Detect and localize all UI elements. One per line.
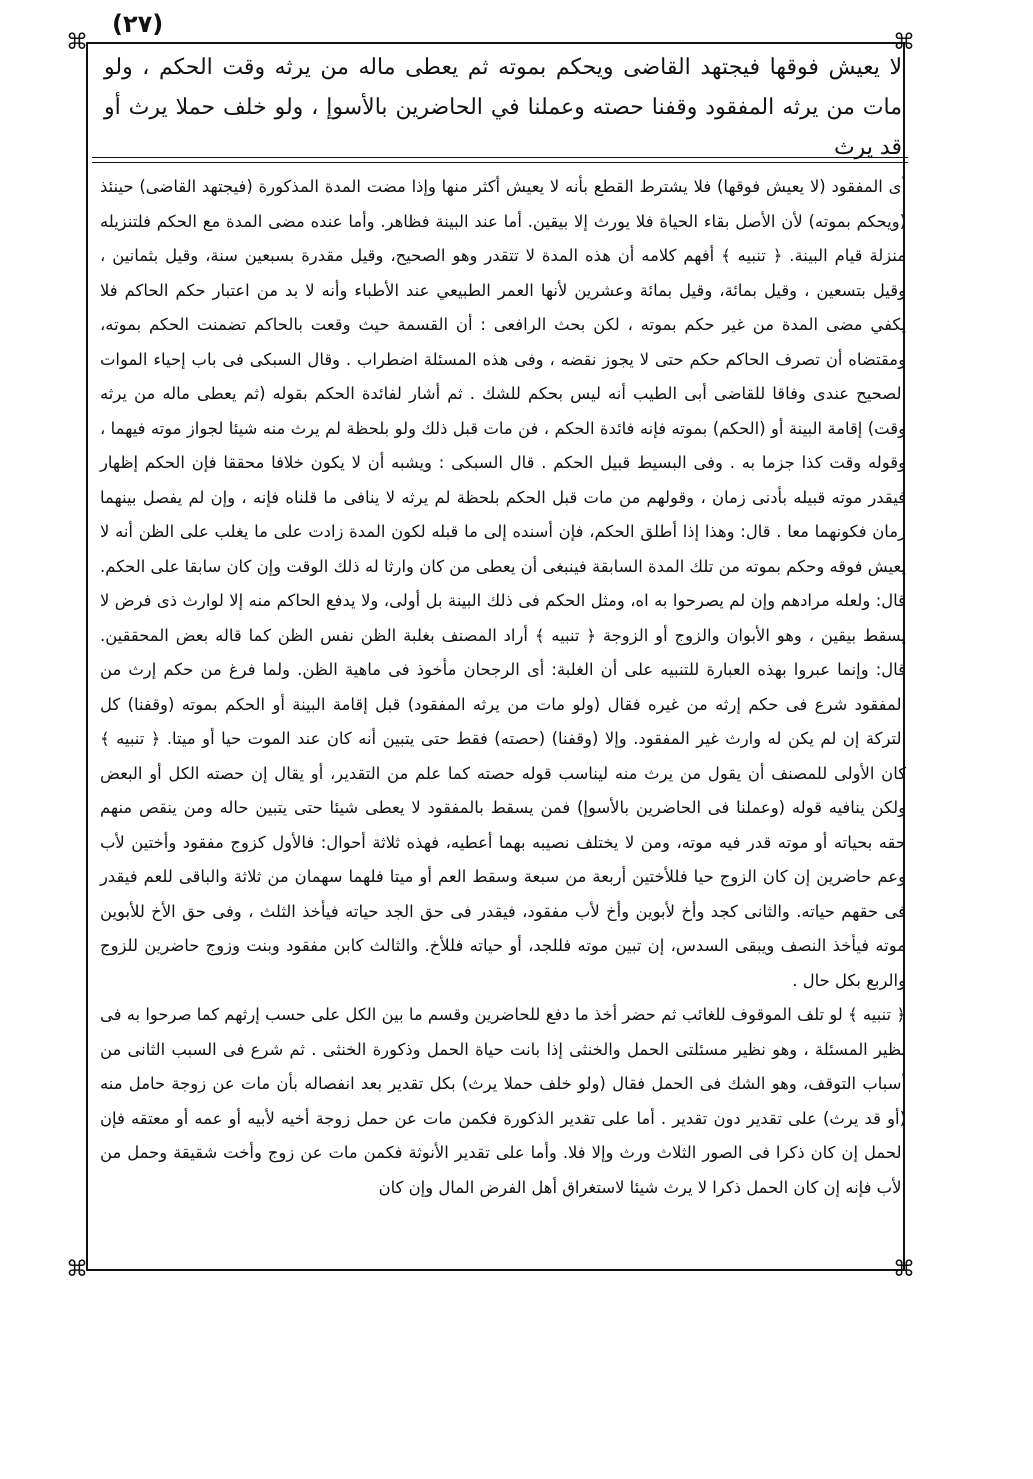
corner-ornament-icon: ⌘ [893,30,915,55]
sharh-paragraph: أى المفقود (لا يعيش فوقها) فلا يشترط القطع بأنه لا يعيش أكثر منها وإذا مضت المدة المذكورة (فيجتهد القاضى) حينئذ (ويحكم بموته) لأن الأصل بقاء الحياة فلا يورث إلا بيقين. أما عند البينة فظاهر. وأما عنده مضى المدة مع الحكم فلتنزيله منزلة قيام البينة. ﴿ تنبيه ﴾ أفهم كلامه أن هذه المدة لا تتقدر وهو الصحيح، وقيل مقدرة بسبعين سنة، وقيل بثمانين ، وقيل بتسعين ، وقيل بمائة، وقيل بمائة وعشرين لأنها العمر الطبيعي عند الأطباء وأنه لا بد من اعتبار حكم الحاكم فلا يكفي مضى المدة من غير حكم بموته ، لكن بحث الرافعى : أن القسمة حيث وقعت بالحاكم تضمنت الحكم بموته، ومقتضاه أن تصرف الحاكم حكم حتى لا يجوز نقضه ، وفى هذه المسئلة اضطراب . وقال السبكى فى باب إحياء الموات الصحيح عندى وفاقا للقاضى أبى الطيب أنه ليس بحكم للشك . ثم أشار لفائدة الحكم بقوله (ثم يعطى ماله من يرثه وقت) إقامة البينة أو (الحكم) بموته فإنه فائدة الحكم ، فن مات قبل ذلك ولو بلحظة لم يرث منه شيئا لجواز موته فيهما ، وقوله وقت كذا جزما به . وفى البسيط قبيل الحكم . قال السبكى : ويشبه أن لا يكون خلافا محققا فإن الحكم إظهار فيقدر موته قبيله بأدنى زمان ، وقولهم من مات قبل الحكم بلحظة لم يرثه لا ينافى ما قلناه فإنه ، وإن لم يفصل بينهما زمان فكونهما معا . قال: وهذا إذا أطلق الحكم، فإن أسنده إلى ما قبله لكون المدة زادت على ما يغلب على الظن أنه لا يعيش فوقه وحكم بموته من تلك المدة السابقة فينبغى أن يعطى من كان وارثا له ذلك الوقت وإن كان سابقا على الحكم. قال: ولعله مرادهم وإن لم يصرحوا به اه، ومثل الحكم فى ذلك البينة بل أولى، ولا يدفع الحاكم منه إلا لوارث ذى فرض لا يسقط بيقين ، وهو الأبوان والزوج أو الزوجة ﴿ تنبيه ﴾ أراد المصنف بغلبة الظن نفس الظن كما قاله بعض المحققين. قال: وإنما عبروا بهذه العبارة للتنبيه على أن الغلبة: أى الرجحان مأخوذ فى ماهية الظن. ولما فرغ من حكم إرث من المفقود شرع فى حكم إرثه من غيره فقال (ولو مات من يرثه المفقود) قبل إقامة البينة أو الحكم بموته (وقفنا) كل التركة إن لم يكن له وارث غير المفقود. وإلا (وقفنا) (حصته) فقط حتى يتبين أنه كان عند الموت حيا أو ميتا. ﴿ تنبيه ﴾ كان الأولى للمصنف أن يقول من يرث منه ليناسب قوله حصته كما علم من التقدير، أو يقال إن حصته الكل أو البعض ولكن ينافيه قوله (وعملنا فى الحاضرين بالأسوإ) فمن يسقط بالمفقود لا يعطى شيئا حتى يتبين حاله ومن ينقص منهم حقه بحياته أو موته قدر فيه موته، ومن لا يختلف نصيبه بهما أعطيه، فهذه ثلاثة أحوال: فالأول كزوج مفقود وأختين لأب وعم حاضرين إن كان الزوج حيا فللأختين أربعة من سبعة وسقط العم أو ميتا فلهما سهمان من ثلاثة والباقى للعم فيقدر فى حقهم حياته. والثانى كجد وأخ لأبوين وأخ لأب مفقود، فيقدر فى حق الجد حياته فيأخذ الثلث ، وفى حق الأخ للأبوين موته فيأخذ النصف ويبقى السدس، إن تبين موته فللجد، أو حياته فللأخ. والثالث كابن مفقود وبنت وزوج حاضرين للزوج والربع بكل حال . [100,177,906,990]
corner-ornament-icon: ⌘ [66,1257,88,1282]
frame-top-line [86,42,904,44]
separator-line [92,157,908,158]
sharh-commentary [100,170,906,1205]
page-number: (٢٧) [112,10,164,38]
corner-ornament-icon: ⌘ [66,30,88,55]
separator-line [92,162,908,163]
matn-text: لا يعيش فوقها فيجتهد القاضى ويحكم بموته ثم يعطى ماله من يرثه وقت الحكم ، ولو مات من يرثه المفقود وقفنا حصته وعملنا في الحاضرين بالأسوإ ، ولو خلف حملا يرث أو قد يرث [104,55,902,160]
sharh-paragraph: ﴿ تنبيه ﴾ لو تلف الموقوف للغائب ثم حضر أخذ ما دفع للحاضرين وقسم ما بين الكل على حسب إرثهم كما صرحوا به فى نظير المسئلة ، وهو نظير مسئلتى الحمل والخنثى إذا بانت حياة الحمل وذكورة الخنثى . ثم شرع فى السبب الثانى من أسباب التوقف، وهو الشك فى الحمل فقال (ولو خلف حملا يرث) بكل تقدير بعد انفصاله بأن مات عن زوجة حامل منه (أو قد يرث) على تقدير دون تقدير . أما على تقدير الذكورة فكمن مات عن حمل زوجة أخيه لأبيه أو عمه أو معتقه فإن الحمل إن كان ذكرا فى الصور الثلاث ورث وإلا فلا. وأما على تقدير الأنوثة فكمن مات عن زوج وأخت شقيقة وحمل من الأب فإنه إن كان الحمل ذكرا لا يرث شيئا لاستغراق أهل الفرض المال وإن كان [100,1005,906,1197]
corner-ornament-icon: ⌘ [893,1257,915,1282]
frame-bottom-line [86,1269,904,1271]
frame-left-line [86,42,88,1270]
